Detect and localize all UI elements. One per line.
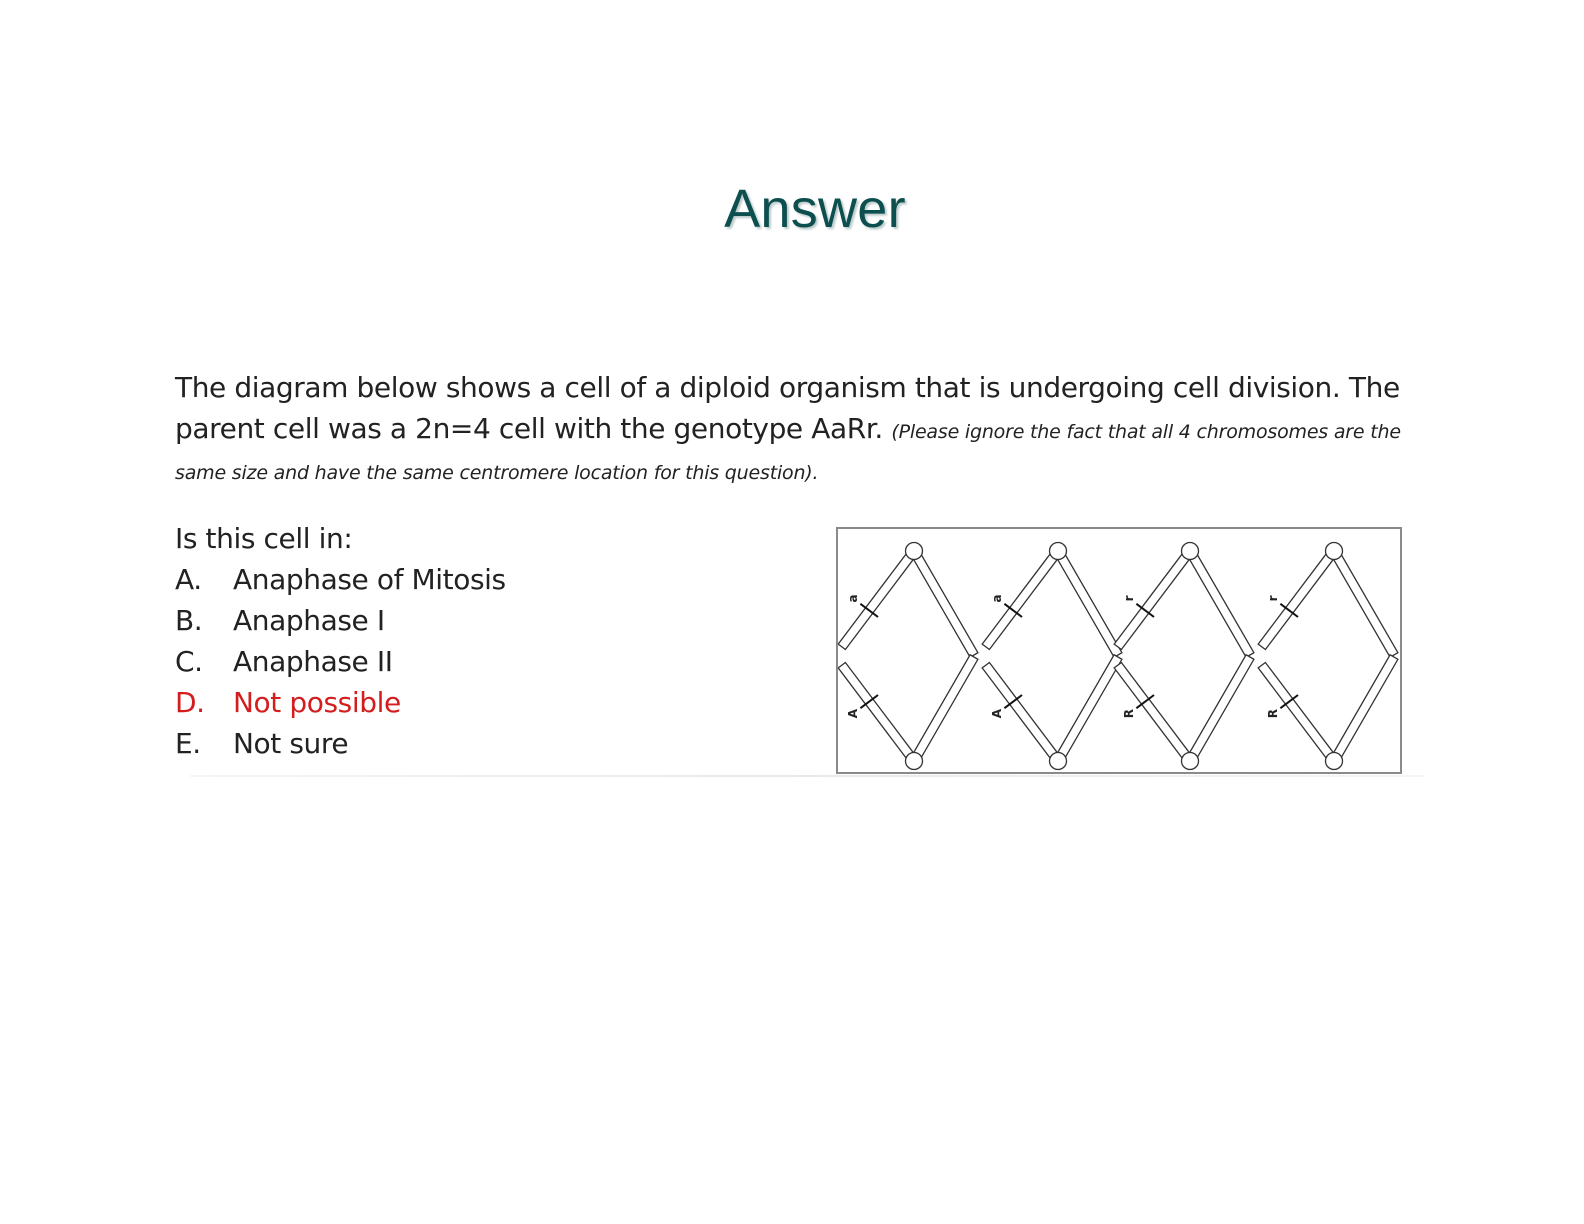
chromosome [1114,655,1254,770]
chromatid-arm [1330,655,1398,764]
chromosome [982,655,1122,770]
option-letter: E. [175,727,201,760]
option-a[interactable] [175,559,506,600]
allele-label: r [1265,595,1280,602]
divider [190,775,1425,777]
chromosome [1258,543,1398,658]
question-note: (Please ignore the fact that all 4 chromosomes are the same size and have the same centromere location for this question). [175,421,1401,484]
question-main: The diagram below shows a cell of a diploid organism that is undergoing cell division. The parent cell was a 2n=4 cell with the genotype AaRr. [175,371,1400,445]
option-b[interactable] [175,600,506,641]
centromere [1326,753,1343,770]
chromatid-arm [1054,549,1122,657]
question-text [175,367,1435,490]
centromere [1182,543,1199,560]
chromosome-diagram [836,527,1402,774]
option-text: Not possible [233,686,401,719]
chromatid-arm [1186,549,1254,657]
question-prompt: Is this cell in: [175,522,353,555]
allele-label: R [1265,708,1280,719]
option-letter: C. [175,645,203,678]
allele-label: a [845,594,860,603]
answer-options [175,559,506,764]
option-text: Anaphase II [233,645,393,678]
chromatid-arm [1186,655,1254,764]
chromosome [1114,543,1254,658]
option-text: Anaphase of Mitosis [233,563,506,596]
chromosome [982,543,1122,658]
centromere [906,543,923,560]
option-text: Not sure [233,727,349,760]
slide-title: Answer [724,179,906,239]
centromere [1050,753,1067,770]
option-letter: B. [175,604,203,637]
option-c[interactable] [175,641,506,682]
chromosome [1258,655,1398,770]
centromere [1182,753,1199,770]
chromatid-arm [910,655,978,764]
allele-label: A [989,708,1004,719]
chromatid-arm [1054,655,1122,764]
chromosome-diagram-svg [838,529,1400,772]
option-letter: A. [175,563,202,596]
centromere [906,753,923,770]
option-d-correct[interactable] [175,682,506,723]
chromatid-arm [910,549,978,657]
option-e[interactable] [175,723,506,764]
chromosome [838,655,978,770]
chromosome [838,543,978,658]
centromere [1050,543,1067,560]
option-letter: D. [175,686,205,719]
allele-label: r [1121,595,1136,602]
chromatid-arm [1330,549,1398,657]
option-text: Anaphase I [233,604,385,637]
allele-label: A [845,708,860,719]
centromere [1326,543,1343,560]
allele-label: R [1121,708,1136,719]
allele-label: a [989,594,1004,603]
